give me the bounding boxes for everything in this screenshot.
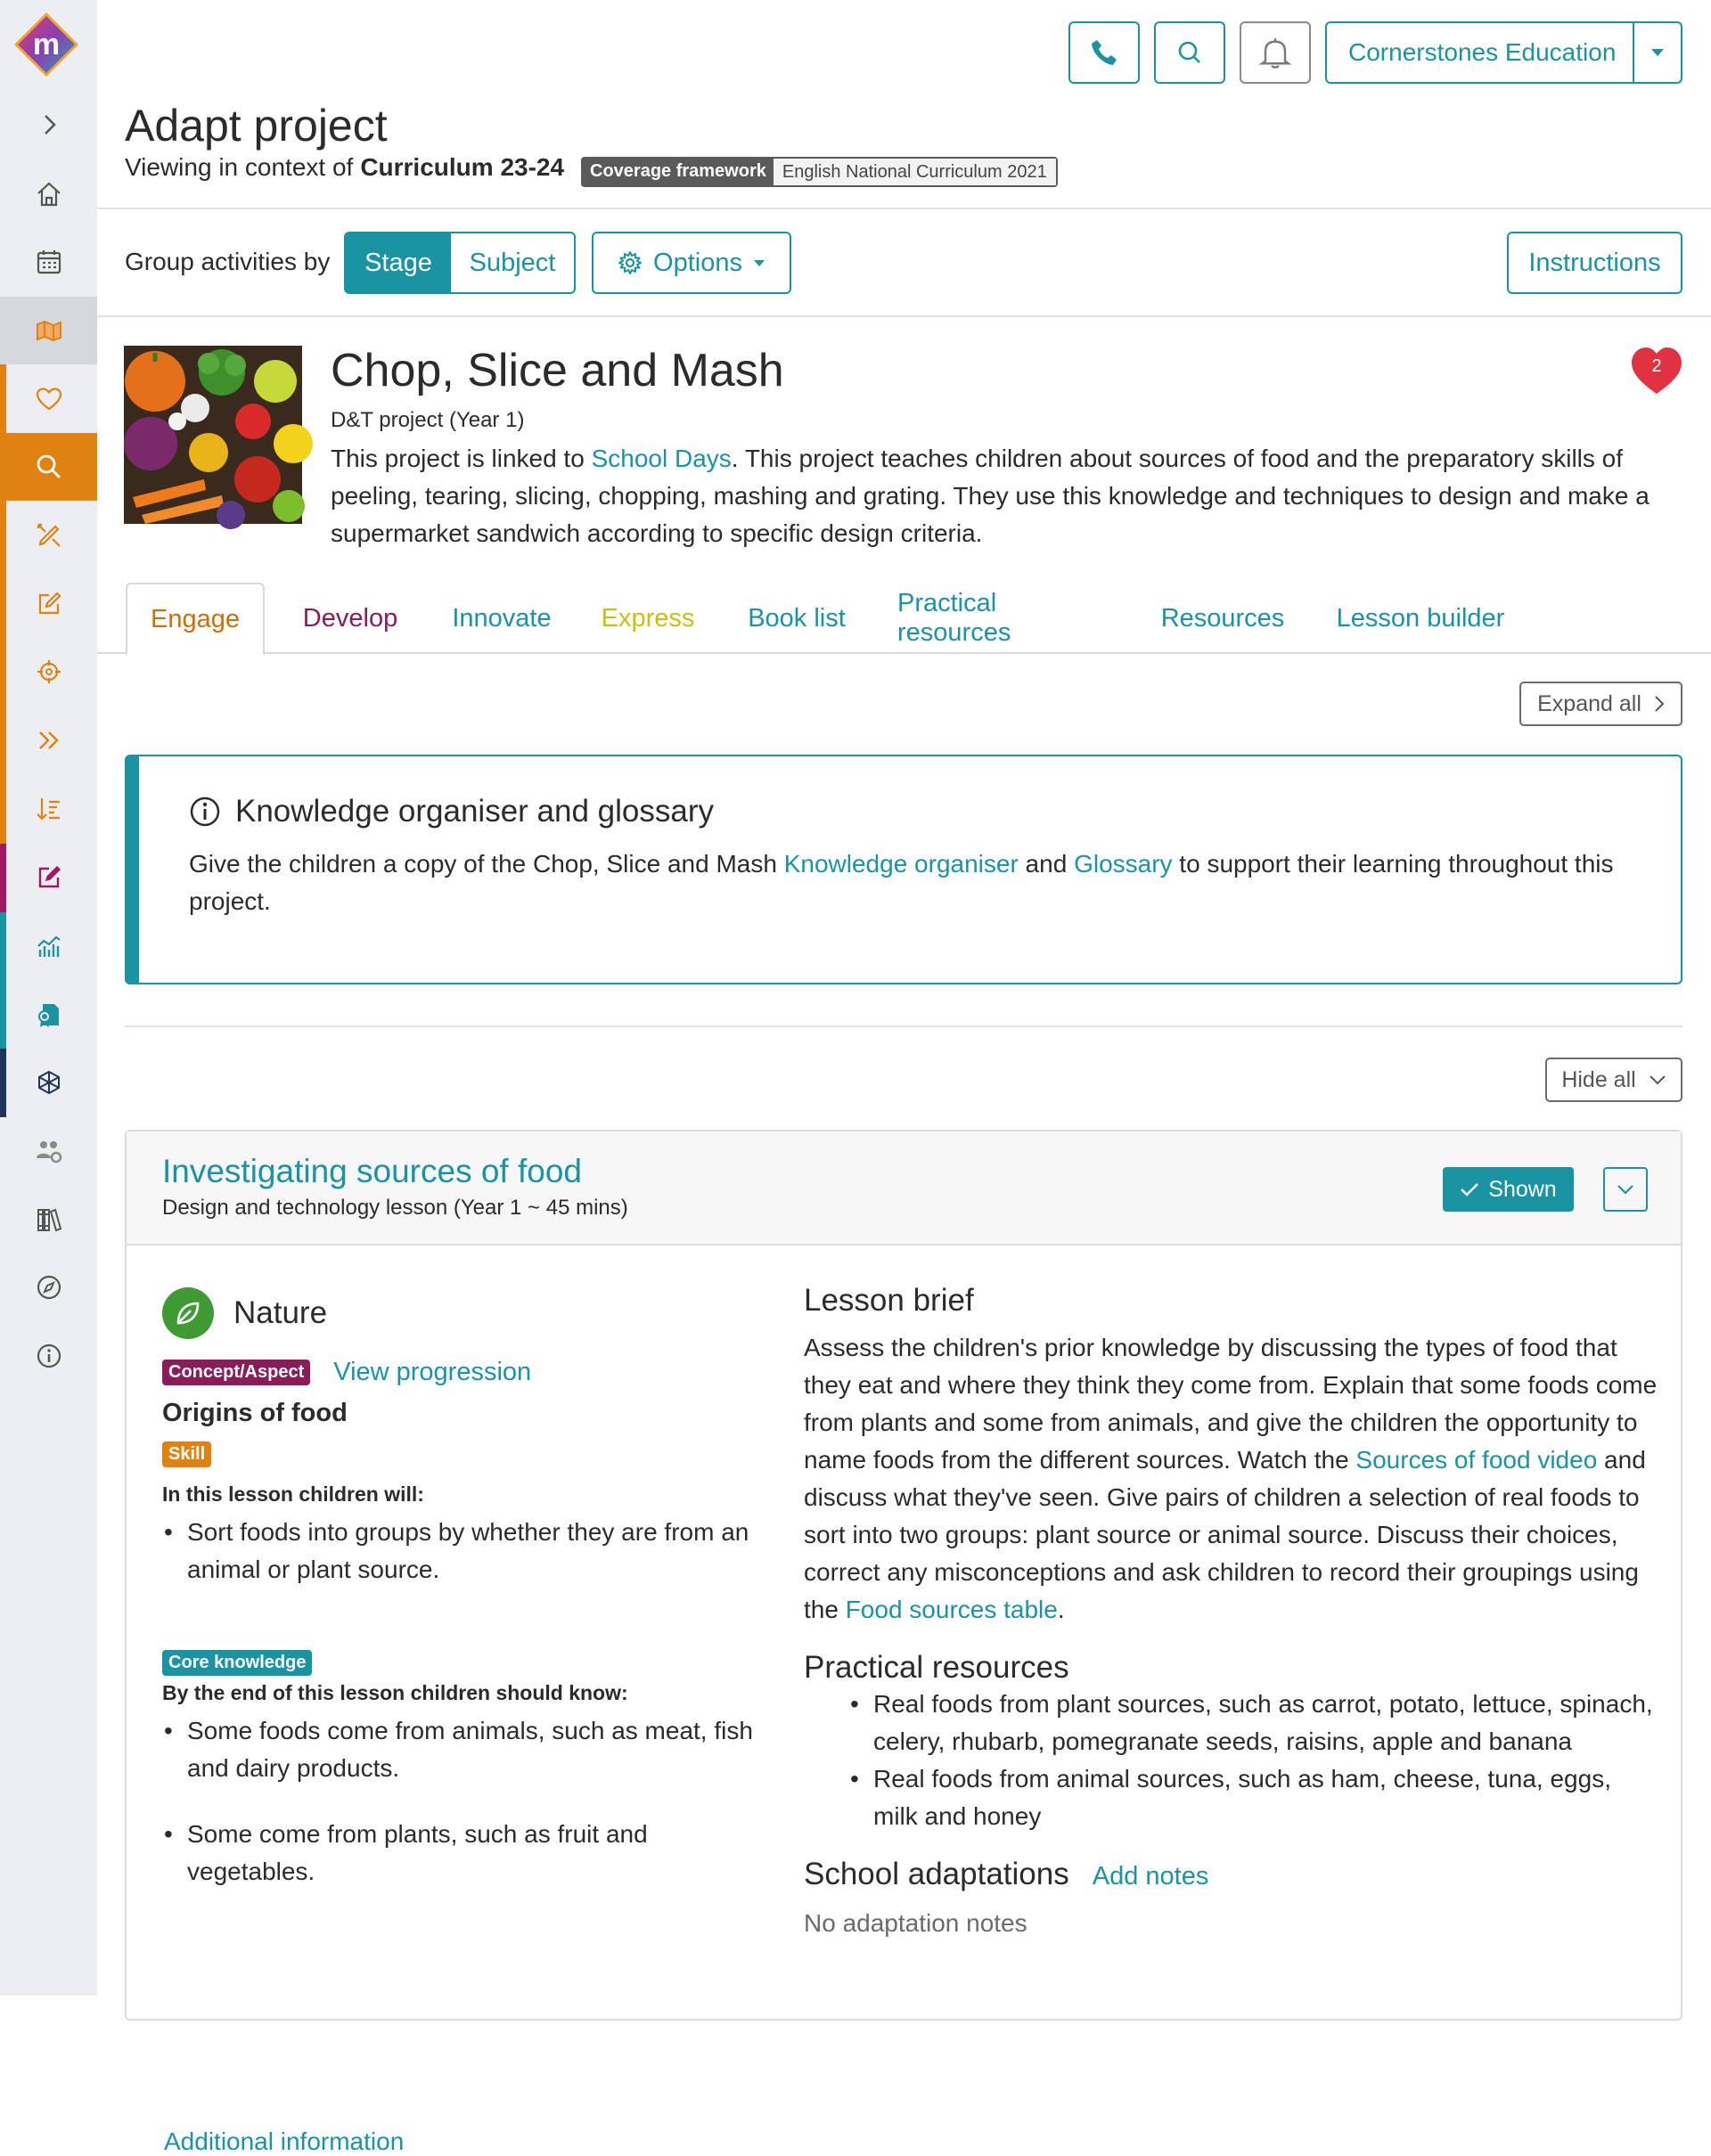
tab-label: Book list xyxy=(748,603,846,633)
vegetables-image xyxy=(124,346,302,524)
coverage-value: English National Curriculum 2021 xyxy=(774,159,1056,185)
group-by-stage-button[interactable]: Stage xyxy=(346,233,451,292)
tab-book-list[interactable] xyxy=(739,583,855,654)
callout-title-text: Knowledge organiser and glossary xyxy=(235,794,714,829)
group-by-toggle xyxy=(344,232,576,294)
food-sources-table-link[interactable]: Food sources table xyxy=(845,1596,1058,1623)
callout-text-part: and xyxy=(1018,850,1075,878)
divider xyxy=(97,208,1711,209)
core-knowledge-section xyxy=(162,1650,759,1891)
list-item: • Some foods come from animals, such as meat, fish and dairy products. xyxy=(162,1712,759,1787)
lesson-right-column xyxy=(804,1283,1659,1942)
concept-row xyxy=(162,1358,531,1387)
info-icon[interactable] xyxy=(0,1322,97,1390)
lesson-header xyxy=(127,1131,1681,1245)
lesson-brief-text xyxy=(804,1329,1659,1629)
core-knowledge-badge: Core knowledge xyxy=(162,1650,312,1676)
lesson-left-column xyxy=(162,1286,759,2155)
list-item: • Sort foods into groups by whether they are from an animal or plant source. xyxy=(162,1514,759,1588)
search-nav-icon[interactable] xyxy=(0,433,97,501)
context-value: Curriculum 23-24 xyxy=(360,153,565,181)
chevron-down-icon xyxy=(1649,1074,1666,1085)
concept-name: Origins of food xyxy=(162,1399,348,1427)
school-selector[interactable] xyxy=(1325,21,1682,84)
knowledge-organiser-link[interactable]: Knowledge organiser xyxy=(783,850,1019,878)
view-progression-link[interactable]: View progression xyxy=(333,1358,532,1386)
skills-list xyxy=(162,1514,759,1588)
add-notes-link[interactable]: Add notes xyxy=(1092,1862,1209,1891)
shown-toggle-button[interactable] xyxy=(1443,1167,1574,1212)
school-adaptations-heading: School adaptations xyxy=(804,1857,1069,1891)
certificate-icon[interactable] xyxy=(0,981,97,1049)
hide-all-button[interactable] xyxy=(1545,1058,1682,1102)
network-icon[interactable] xyxy=(0,1049,97,1116)
list-item: • Some come from plants, such as fruit and vegetables. xyxy=(162,1816,759,1891)
practical-resources-list xyxy=(848,1686,1659,1835)
edit-document-icon[interactable] xyxy=(0,570,97,638)
theme-row xyxy=(162,1286,759,1340)
practical-resources-heading: Practical resources xyxy=(804,1650,1069,1685)
group-by-subject-button[interactable]: Subject xyxy=(469,248,556,277)
instructions-button[interactable]: Instructions xyxy=(1507,232,1682,294)
tab-resources[interactable] xyxy=(1161,583,1284,654)
callout-text-part: Give the children a copy of the Chop, Slice and Mash xyxy=(189,850,784,878)
tab-label: Develop xyxy=(302,603,398,633)
sources-of-food-video-link[interactable]: Sources of food video xyxy=(1355,1446,1598,1474)
options-label: Options xyxy=(653,248,742,277)
svg-text:m: m xyxy=(32,28,61,61)
edit-note-icon[interactable] xyxy=(0,844,97,911)
analytics-icon[interactable] xyxy=(0,912,97,980)
phone-button[interactable] xyxy=(1068,21,1140,84)
info-circle-icon xyxy=(189,796,221,828)
search-icon xyxy=(1174,37,1206,69)
home-icon[interactable] xyxy=(0,160,97,228)
divider xyxy=(125,1025,1682,1027)
brief-text-part: and discuss what they've seen. Give pairs of children a selection of real foods to sort into two groups: plant source or animal source. Discuss their choices, correct any misconceptions and ask children to record their groupings using the xyxy=(804,1446,1646,1623)
project-title: Chop, Slice and Mash xyxy=(331,345,784,396)
tab-label: Express xyxy=(601,603,695,633)
phone-icon xyxy=(1088,37,1120,69)
tab-practical-resources[interactable] xyxy=(897,583,1111,654)
project-description xyxy=(331,440,1650,552)
favourite-button[interactable] xyxy=(1630,346,1683,396)
calendar-icon[interactable] xyxy=(0,228,97,296)
context-prefix: Viewing in context of xyxy=(125,153,354,181)
brief-text-part: Assess the children's prior knowledge by discussing the types of food that they eat and where they think they come from. Explain that some foods come from plants and some from animals, and give the children the opportunity to name foods from the different sources. Watch the xyxy=(804,1334,1658,1474)
page-title: Adapt project xyxy=(125,101,388,151)
school-name[interactable]: Cornerstones Education xyxy=(1348,38,1617,66)
fast-forward-icon[interactable] xyxy=(0,706,97,774)
bell-icon xyxy=(1256,33,1295,72)
lesson-subtitle: Design and technology lesson (Year 1 ~ 45 mins) xyxy=(162,1196,628,1220)
callout-title xyxy=(189,794,714,829)
users-settings-icon[interactable] xyxy=(0,1117,97,1185)
tab-label: Resources xyxy=(1160,603,1285,633)
tab-label: Lesson builder xyxy=(1336,603,1505,633)
design-tools-icon[interactable] xyxy=(0,502,97,569)
brief-text-part: . xyxy=(1057,1596,1065,1623)
theme-label: Nature xyxy=(233,1295,328,1330)
callout-text-part: to support their learning throughout this project. xyxy=(189,850,1614,915)
project-subtitle: D&T project (Year 1) xyxy=(331,408,525,432)
tab-label: Engage xyxy=(151,604,240,633)
tab-label: Innovate xyxy=(452,603,552,633)
tab-engage[interactable] xyxy=(126,583,265,656)
hide-all-label: Hide all xyxy=(1561,1066,1636,1092)
lesson-card xyxy=(125,1130,1682,2155)
shown-label: Shown xyxy=(1488,1176,1557,1202)
map-icon[interactable] xyxy=(0,297,97,364)
group-activities-label: Group activities by xyxy=(125,248,331,275)
leaf-icon xyxy=(162,1287,214,1339)
glossary-link[interactable]: Glossary xyxy=(1074,850,1173,878)
desc-prefix: This project is linked to xyxy=(331,445,592,472)
search-button[interactable] xyxy=(1154,21,1225,84)
expand-sidebar-chevron-icon[interactable] xyxy=(0,91,97,159)
skills-section xyxy=(162,1482,759,1588)
gear-icon xyxy=(618,250,643,275)
chevron-down-icon xyxy=(1617,1184,1634,1195)
curriculum-context xyxy=(125,153,564,182)
lesson-brief-heading: Lesson brief xyxy=(804,1283,974,1318)
tab-express[interactable] xyxy=(591,583,705,654)
coverage-key: Coverage framework xyxy=(583,159,774,185)
check-icon xyxy=(1460,1181,1479,1197)
collapse-lesson-button[interactable] xyxy=(1603,1167,1648,1212)
callout-text xyxy=(189,845,1650,920)
library-books-icon[interactable] xyxy=(0,1186,97,1254)
school-days-link[interactable]: School Days xyxy=(591,445,732,472)
skill-badge: Skill xyxy=(162,1441,211,1467)
coverage-framework-badge xyxy=(581,157,1058,187)
list-item: • Real foods from plant sources, such as carrot, potato, lettuce, spinach, celery, rhubarb, pomegranate seeds, raisins, apple and banana xyxy=(848,1686,1659,1760)
expand-all-button[interactable] xyxy=(1519,682,1682,726)
options-button[interactable] xyxy=(592,232,791,294)
skills-kicker: In this lesson children will: xyxy=(162,1482,424,1506)
core-kicker: By the end of this lesson children should know: xyxy=(162,1681,628,1704)
school-adaptations-row xyxy=(804,1857,1659,1892)
knowledge-organiser-callout xyxy=(125,755,1682,984)
target-icon[interactable] xyxy=(0,638,97,706)
sort-list-icon[interactable] xyxy=(0,775,97,843)
concept-badge: Concept/Aspect xyxy=(162,1360,310,1385)
tab-develop[interactable] xyxy=(288,583,413,654)
project-thumbnail xyxy=(124,346,302,524)
app-logo-icon[interactable] xyxy=(14,12,78,77)
favourite-count: 2 xyxy=(1651,356,1662,376)
project-tabs xyxy=(97,583,1711,654)
chevron-right-icon xyxy=(1654,695,1665,713)
lesson-title[interactable]: Investigating sources of food xyxy=(162,1153,583,1189)
tab-innovate[interactable] xyxy=(436,583,568,654)
core-list xyxy=(162,1712,759,1891)
school-dropdown-toggle[interactable] xyxy=(1633,23,1681,82)
tab-lesson-builder[interactable] xyxy=(1336,583,1505,654)
list-item: • Real foods from animal sources, such as ham, cheese, tuna, eggs, milk and honey xyxy=(848,1760,1659,1835)
divider xyxy=(97,315,1711,317)
expand-all-label: Expand all xyxy=(1537,690,1641,716)
no-adaptation-notes: No adaptation notes xyxy=(804,1909,1027,1937)
notifications-button[interactable] xyxy=(1240,21,1311,84)
caret-down-icon xyxy=(753,259,765,267)
additional-information-link[interactable]: Additional information xyxy=(164,2127,405,2155)
sidebar xyxy=(0,0,97,1996)
desc-suffix: . This project teaches children about sources of food and the preparatory skills of peeling, tearing, slicing, chopping, mashing and grating. They use this knowledge and techniques to design and make a supermarket sandwich according to specific design criteria. xyxy=(331,445,1650,547)
caret-down-icon xyxy=(1650,48,1665,57)
compass-icon[interactable] xyxy=(0,1254,97,1321)
tab-label: Practical resources xyxy=(897,589,1011,647)
heart-icon[interactable] xyxy=(0,365,97,433)
